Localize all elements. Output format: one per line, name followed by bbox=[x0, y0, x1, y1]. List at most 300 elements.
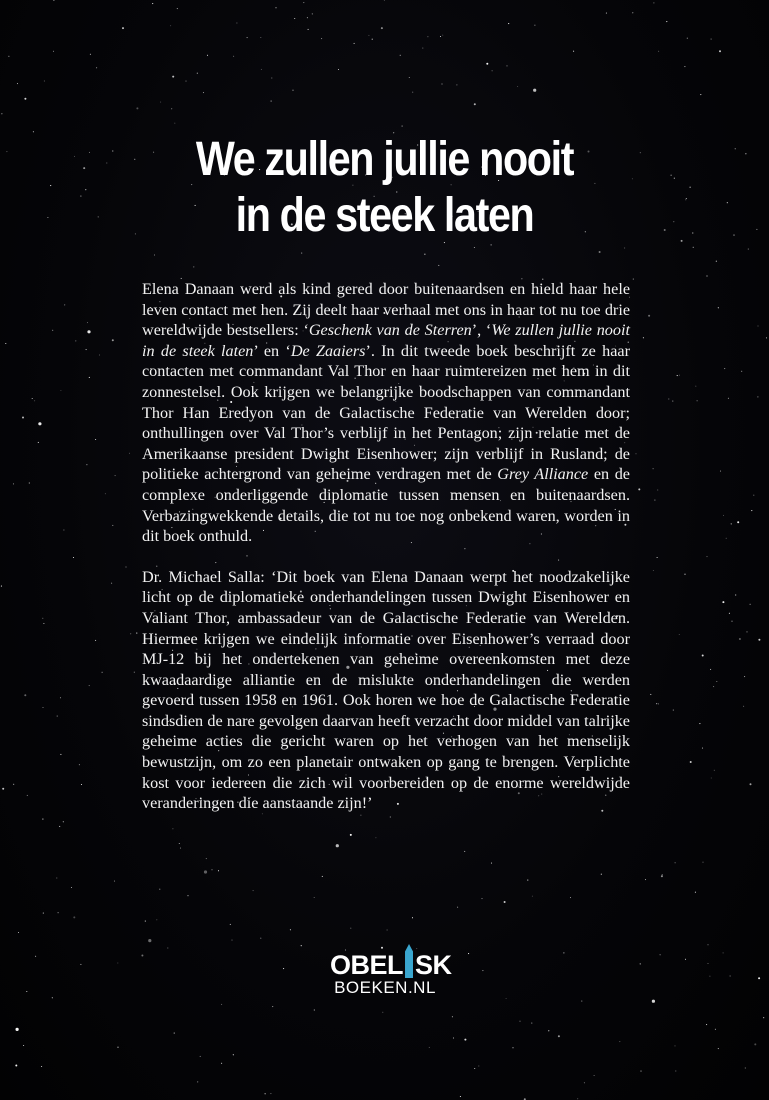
star bbox=[517, 86, 518, 87]
star bbox=[648, 315, 650, 317]
star bbox=[64, 304, 65, 305]
star bbox=[654, 500, 655, 501]
star bbox=[375, 837, 376, 838]
star bbox=[230, 924, 231, 925]
star bbox=[22, 417, 24, 419]
star bbox=[382, 1012, 383, 1013]
star bbox=[86, 349, 87, 350]
star bbox=[686, 198, 687, 199]
star bbox=[53, 51, 54, 52]
title-line-1: We zullen jullie nooit bbox=[195, 133, 574, 186]
star bbox=[71, 887, 72, 888]
star bbox=[711, 777, 712, 778]
star bbox=[751, 510, 752, 511]
star bbox=[643, 337, 644, 338]
star bbox=[13, 483, 14, 484]
star bbox=[177, 8, 178, 9]
star bbox=[24, 694, 26, 696]
star bbox=[193, 266, 194, 267]
star bbox=[171, 108, 172, 109]
star bbox=[741, 371, 742, 372]
star bbox=[321, 38, 322, 39]
star bbox=[504, 901, 506, 903]
star bbox=[117, 1047, 118, 1048]
star bbox=[720, 471, 721, 472]
star bbox=[136, 107, 138, 109]
star bbox=[548, 1030, 549, 1031]
logo-word-right: SK bbox=[415, 950, 452, 980]
star bbox=[697, 400, 698, 401]
star bbox=[44, 80, 45, 81]
star bbox=[102, 672, 103, 673]
star bbox=[301, 945, 302, 946]
star bbox=[750, 604, 751, 605]
star bbox=[200, 1056, 201, 1057]
star bbox=[271, 101, 272, 102]
star bbox=[673, 710, 674, 711]
star bbox=[221, 1004, 222, 1005]
star bbox=[650, 694, 651, 695]
star bbox=[685, 199, 686, 200]
star bbox=[292, 90, 293, 91]
star bbox=[303, 2, 304, 3]
star bbox=[700, 94, 701, 95]
blurb-text: ’. In dit tweede boek beschrijft ze haar contacten met commandant Val Thor en haar ruimtereizen met hem in dit zonnestelsel. Ook krijgen we belangrijke boodschappen van commandant Thor Han Eredyon van de Galactische Federatie van Werelden door; onthullingen over Val Thor’s verblijf in het Pentagon; zijn relatie met de Amerikaanse president Dwight Eisenhower; zijn verblijf in Rusland; de politieke achtergrond van geheime verdragen met de bbox=[142, 341, 630, 484]
star bbox=[233, 1054, 234, 1055]
star bbox=[599, 251, 601, 253]
star bbox=[87, 330, 90, 333]
star bbox=[402, 126, 403, 127]
star bbox=[90, 54, 91, 55]
star bbox=[283, 968, 284, 969]
star bbox=[640, 1071, 641, 1072]
star bbox=[666, 21, 667, 22]
star bbox=[180, 848, 181, 849]
star bbox=[486, 63, 488, 65]
star bbox=[506, 65, 507, 66]
star bbox=[236, 22, 237, 23]
star bbox=[372, 39, 373, 40]
star bbox=[41, 1066, 42, 1067]
star bbox=[675, 1070, 676, 1071]
star bbox=[136, 633, 137, 634]
publisher-logo bbox=[330, 944, 452, 998]
star bbox=[657, 557, 658, 558]
star bbox=[706, 556, 707, 557]
star bbox=[87, 322, 88, 323]
star bbox=[115, 475, 116, 476]
star bbox=[52, 330, 53, 331]
star bbox=[722, 601, 724, 603]
star bbox=[491, 863, 492, 864]
star bbox=[211, 869, 212, 870]
star bbox=[728, 398, 729, 399]
star bbox=[653, 570, 654, 571]
star bbox=[43, 623, 44, 624]
star bbox=[89, 377, 90, 378]
star bbox=[482, 970, 483, 971]
blurb-text: en de complexe onderliggende diplomatie tussen mensen en buitenaardsen. Verbazingwekkende details, die tot nu toe nog onbekend waren, worden in dit boek onthuld. bbox=[142, 465, 630, 546]
star bbox=[699, 723, 700, 724]
star bbox=[581, 1001, 582, 1002]
star bbox=[474, 1068, 475, 1069]
star bbox=[619, 1041, 620, 1042]
star bbox=[739, 638, 741, 640]
star bbox=[652, 1000, 655, 1003]
star bbox=[63, 529, 64, 530]
star bbox=[312, 13, 313, 14]
star bbox=[17, 83, 18, 84]
star bbox=[531, 1023, 532, 1024]
star bbox=[527, 880, 528, 881]
star bbox=[261, 69, 262, 70]
star bbox=[152, 3, 153, 4]
star bbox=[570, 897, 571, 898]
star bbox=[384, 0, 385, 1]
star bbox=[766, 337, 767, 338]
star bbox=[156, 919, 157, 920]
star bbox=[731, 523, 732, 524]
star bbox=[710, 669, 711, 670]
star bbox=[457, 907, 458, 908]
star bbox=[63, 821, 64, 822]
star bbox=[23, 1045, 24, 1046]
star bbox=[737, 521, 739, 523]
book-title-2: We zullen jullie nooit in de steek laten bbox=[142, 321, 630, 360]
star bbox=[506, 998, 507, 999]
star bbox=[74, 156, 75, 157]
star bbox=[145, 921, 146, 922]
star bbox=[758, 977, 760, 979]
star bbox=[117, 962, 118, 963]
star bbox=[532, 896, 533, 897]
star bbox=[727, 202, 728, 203]
star bbox=[294, 18, 295, 19]
cover-title bbox=[88, 132, 681, 244]
star bbox=[307, 17, 308, 18]
star bbox=[112, 339, 114, 341]
star bbox=[658, 51, 659, 52]
star bbox=[272, 1006, 273, 1007]
star bbox=[464, 1039, 466, 1041]
star bbox=[429, 1047, 430, 1048]
star bbox=[478, 1065, 479, 1066]
star bbox=[60, 754, 61, 755]
star bbox=[702, 862, 703, 863]
star bbox=[695, 892, 696, 893]
star bbox=[729, 613, 730, 614]
star bbox=[13, 784, 14, 785]
star bbox=[601, 874, 602, 875]
star bbox=[112, 525, 113, 526]
star bbox=[681, 240, 683, 242]
star bbox=[129, 453, 130, 454]
star bbox=[675, 862, 676, 863]
star bbox=[661, 875, 663, 877]
star bbox=[442, 35, 443, 36]
star bbox=[464, 851, 465, 852]
star bbox=[314, 897, 315, 898]
star bbox=[645, 879, 646, 880]
star bbox=[26, 991, 27, 992]
star bbox=[8, 56, 9, 57]
star bbox=[174, 123, 175, 124]
star bbox=[715, 1029, 716, 1030]
star bbox=[159, 889, 160, 890]
grey-alliance-term: Grey Alliance bbox=[497, 465, 589, 484]
star bbox=[491, 244, 492, 245]
star bbox=[1, 113, 2, 114]
star bbox=[573, 51, 574, 52]
star bbox=[424, 254, 425, 255]
star bbox=[86, 464, 87, 465]
star bbox=[247, 37, 248, 38]
star bbox=[563, 952, 564, 953]
star bbox=[693, 247, 694, 248]
book-title-1: Geschenk van de Sterren bbox=[308, 321, 472, 340]
star bbox=[633, 279, 634, 280]
star bbox=[96, 67, 97, 68]
star bbox=[350, 834, 352, 836]
star bbox=[197, 73, 198, 74]
star bbox=[179, 843, 180, 844]
star bbox=[125, 566, 126, 567]
star bbox=[662, 874, 663, 875]
star bbox=[745, 1067, 746, 1068]
star bbox=[508, 23, 509, 24]
star bbox=[308, 29, 309, 30]
star bbox=[174, 1033, 175, 1034]
star bbox=[197, 1081, 198, 1082]
star bbox=[687, 38, 688, 39]
star bbox=[584, 1082, 585, 1083]
star bbox=[5, 343, 6, 344]
star bbox=[270, 1093, 271, 1094]
star bbox=[33, 131, 34, 132]
star bbox=[387, 929, 388, 930]
star bbox=[653, 2, 654, 3]
star bbox=[558, 1035, 560, 1037]
star bbox=[723, 515, 724, 516]
star bbox=[726, 538, 727, 539]
title-line-2: in de steek laten bbox=[235, 189, 534, 242]
star bbox=[754, 1043, 756, 1045]
star bbox=[684, 66, 685, 67]
star bbox=[203, 92, 204, 93]
blurb-text: Elena Danaan werd als kind gered door buitenaardsen en hield haar hele leven contact met hen. Zij deelt haar verhaal met ons in haar tot nu toe drie wereldwijde bestsellers: ‘ bbox=[142, 280, 630, 340]
star bbox=[35, 956, 36, 957]
blurb-paragraph-1 bbox=[142, 279, 630, 547]
star bbox=[79, 764, 80, 765]
star bbox=[702, 748, 703, 749]
star bbox=[154, 254, 155, 255]
star bbox=[635, 453, 636, 454]
star bbox=[105, 493, 106, 494]
star bbox=[29, 482, 30, 483]
star bbox=[16, 1028, 19, 1031]
star bbox=[438, 265, 439, 266]
star bbox=[73, 916, 75, 918]
star bbox=[706, 275, 707, 276]
obelisk-icon bbox=[405, 944, 413, 978]
star bbox=[265, 1093, 266, 1094]
star bbox=[130, 633, 131, 634]
star bbox=[724, 368, 725, 369]
star bbox=[2, 788, 4, 790]
star bbox=[95, 439, 96, 440]
star bbox=[271, 77, 272, 78]
star bbox=[713, 686, 714, 687]
star bbox=[58, 912, 59, 913]
star bbox=[167, 947, 168, 948]
star bbox=[677, 375, 678, 376]
star bbox=[468, 953, 469, 954]
star bbox=[221, 1063, 222, 1064]
star bbox=[85, 189, 86, 190]
star bbox=[702, 655, 704, 657]
star bbox=[577, 1098, 578, 1099]
star bbox=[185, 81, 186, 82]
star bbox=[695, 386, 696, 387]
star bbox=[512, 1047, 513, 1048]
star bbox=[27, 795, 28, 796]
star bbox=[99, 354, 100, 355]
star bbox=[640, 963, 641, 964]
star bbox=[187, 895, 188, 896]
star bbox=[685, 959, 686, 960]
star bbox=[368, 35, 369, 36]
star bbox=[460, 1096, 461, 1097]
star bbox=[73, 557, 74, 558]
star bbox=[260, 938, 261, 939]
star bbox=[474, 247, 475, 248]
star bbox=[427, 36, 428, 37]
star bbox=[750, 783, 752, 785]
star bbox=[684, 574, 685, 575]
star bbox=[148, 939, 151, 942]
star bbox=[718, 307, 719, 308]
star bbox=[381, 27, 383, 29]
star bbox=[714, 770, 715, 771]
star bbox=[141, 955, 143, 957]
star bbox=[81, 784, 82, 785]
star bbox=[336, 844, 339, 847]
star bbox=[658, 703, 659, 704]
star bbox=[275, 7, 276, 8]
star bbox=[474, 103, 476, 105]
star bbox=[322, 876, 323, 877]
star bbox=[735, 148, 736, 149]
star bbox=[692, 232, 693, 233]
star bbox=[718, 1048, 719, 1049]
star bbox=[95, 640, 96, 641]
star bbox=[711, 39, 712, 40]
star bbox=[753, 495, 754, 496]
star bbox=[606, 13, 607, 14]
star bbox=[656, 703, 657, 704]
star bbox=[1, 586, 2, 587]
star bbox=[679, 634, 680, 635]
blurb bbox=[142, 279, 630, 834]
star bbox=[47, 217, 48, 218]
star bbox=[758, 639, 760, 641]
star bbox=[6, 151, 7, 152]
star bbox=[440, 36, 441, 37]
star bbox=[492, 70, 493, 71]
star bbox=[690, 187, 691, 188]
star bbox=[206, 858, 207, 859]
star bbox=[709, 976, 710, 977]
book-title-3: De Zaaiers bbox=[290, 341, 366, 360]
star bbox=[42, 707, 43, 708]
star bbox=[763, 1017, 764, 1018]
star bbox=[59, 826, 60, 827]
star bbox=[24, 98, 26, 100]
logo-subtitle: BOEKEN.NL bbox=[334, 978, 436, 997]
star bbox=[60, 390, 61, 391]
star bbox=[207, 55, 208, 56]
blurb-text: ’, ‘ bbox=[471, 321, 492, 340]
star bbox=[657, 489, 658, 490]
star bbox=[89, 685, 90, 686]
star bbox=[354, 43, 355, 44]
star bbox=[114, 881, 115, 882]
star bbox=[301, 253, 302, 254]
star bbox=[53, 0, 54, 1]
star bbox=[50, 185, 51, 186]
star bbox=[756, 229, 757, 230]
star bbox=[134, 672, 135, 673]
blurb-text: ’ en ‘ bbox=[253, 341, 291, 360]
star bbox=[111, 583, 112, 584]
star bbox=[706, 1024, 707, 1025]
star bbox=[350, 928, 351, 929]
star bbox=[57, 716, 58, 717]
star bbox=[42, 618, 43, 619]
star bbox=[744, 676, 745, 677]
star bbox=[746, 631, 747, 632]
star bbox=[38, 442, 39, 443]
star bbox=[218, 870, 219, 871]
star bbox=[624, 247, 625, 248]
star bbox=[745, 153, 746, 154]
star bbox=[38, 422, 41, 425]
star bbox=[534, 25, 535, 26]
star bbox=[707, 963, 708, 964]
star bbox=[672, 401, 673, 402]
star bbox=[731, 621, 732, 622]
star bbox=[233, 56, 234, 57]
star bbox=[716, 681, 717, 682]
star bbox=[748, 249, 749, 250]
star bbox=[422, 48, 423, 49]
star bbox=[743, 706, 744, 707]
star bbox=[18, 932, 19, 933]
star bbox=[690, 761, 692, 763]
star bbox=[638, 488, 640, 490]
star bbox=[170, 25, 171, 26]
star bbox=[260, 37, 261, 38]
star bbox=[43, 913, 44, 914]
star bbox=[660, 954, 661, 955]
star bbox=[338, 69, 339, 70]
star bbox=[34, 400, 35, 401]
star bbox=[32, 398, 33, 399]
star bbox=[653, 468, 654, 469]
star bbox=[253, 890, 254, 891]
star bbox=[204, 870, 207, 873]
star bbox=[56, 877, 57, 878]
